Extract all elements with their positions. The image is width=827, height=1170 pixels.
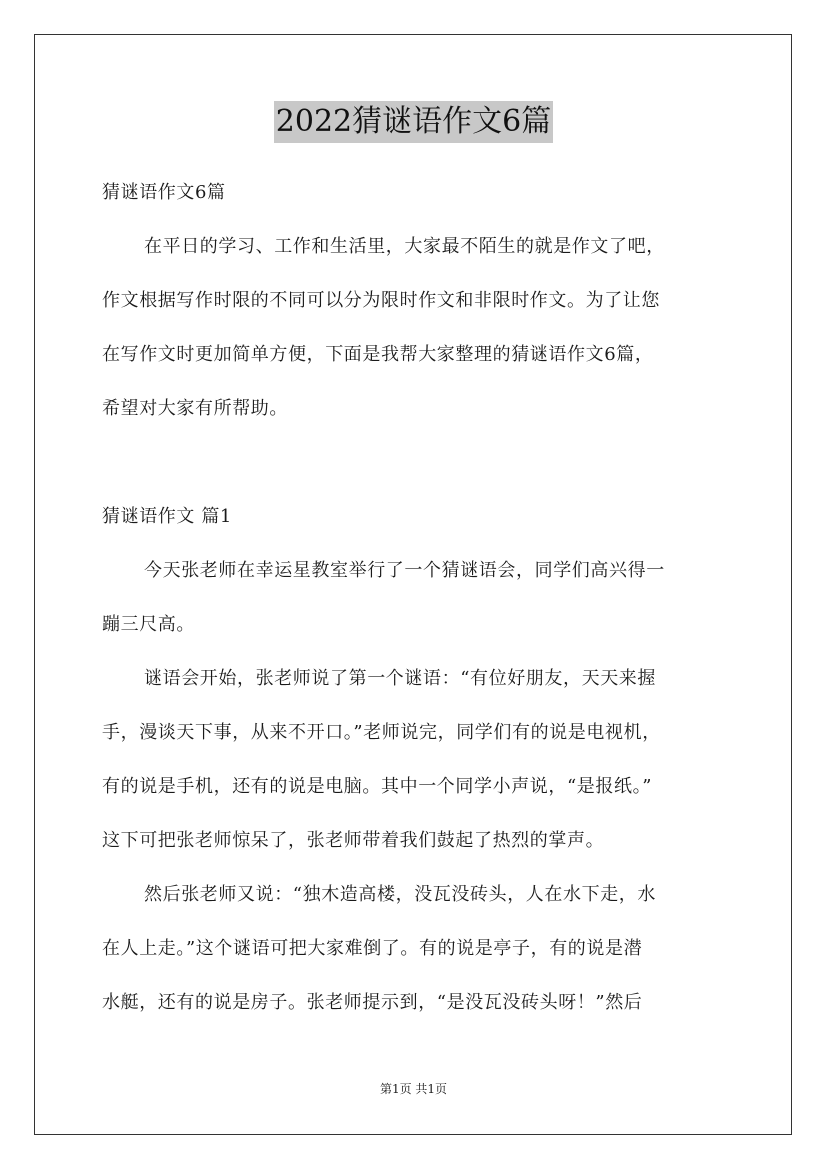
body-line: 今天张老师在幸运星教室举行了一个猜谜语会，同学们高兴得一 bbox=[144, 560, 665, 581]
section-heading: 猜谜语作文 篇1 bbox=[102, 506, 232, 527]
body-line: 然后张老师又说：“独木造高楼，没瓦没砖头，人在水下走，水 bbox=[144, 884, 656, 905]
body-line: 谜语会开始，张老师说了第一个谜语：“有位好朋友，天天来握 bbox=[144, 668, 656, 689]
intro-line: 希望对大家有所帮助。 bbox=[102, 398, 288, 419]
page-footer: 第1页 共1页 bbox=[379, 1082, 448, 1096]
body-line: 手，漫谈天下事，从来不开口。”老师说完，同学们有的说是电视机， bbox=[102, 722, 661, 743]
body-line: 水艇，还有的说是房子。张老师提示到，“是没瓦没砖头呀！”然后 bbox=[102, 992, 643, 1013]
document-title bbox=[0, 101, 827, 143]
body-line: 蹦三尺高。 bbox=[102, 614, 195, 635]
body-line: 这下可把张老师惊呆了，张老师带着我们鼓起了热烈的掌声。 bbox=[102, 830, 605, 851]
subtitle: 猜谜语作文6篇 bbox=[102, 182, 226, 203]
intro-line: 在平日的学习、工作和生活里，大家最不陌生的就是作文了吧， bbox=[144, 236, 665, 257]
body-line: 在人上走。”这个谜语可把大家难倒了。有的说是亭子，有的说是潜 bbox=[102, 938, 643, 959]
title-text: 2022猜谜语作文6篇 bbox=[274, 101, 553, 143]
intro-line: 在写作文时更加简单方便，下面是我帮大家整理的猜谜语作文6篇， bbox=[102, 344, 654, 365]
intro-line: 作文根据写作时限的不同可以分为限时作文和非限时作文。为了让您 bbox=[102, 290, 660, 311]
body-line: 有的说是手机，还有的说是电脑。其中一个同学小声说，“是报纸。” bbox=[102, 776, 653, 797]
